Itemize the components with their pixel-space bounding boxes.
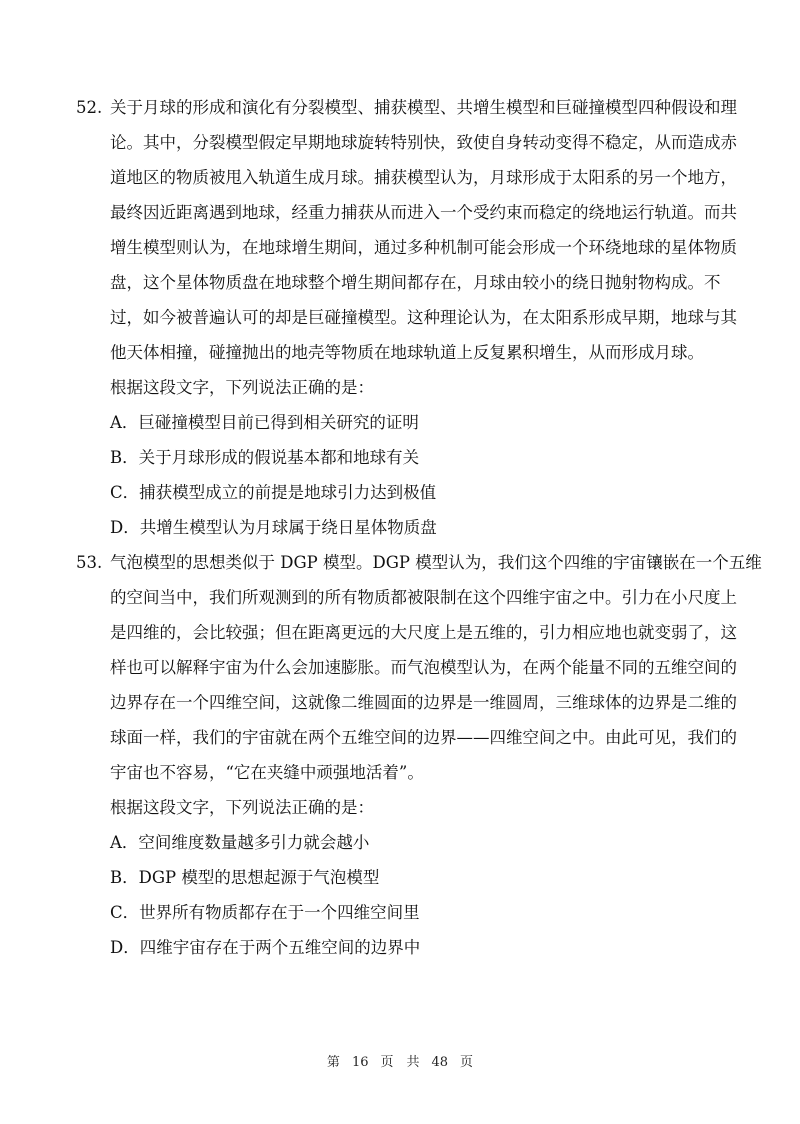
question-stem-line: 的空间当中，我们所观测到的所有物质都被限制在这个四维宇宙之中。引力在小尺度上 [110,588,737,607]
page-footer [0,1054,800,1072]
answer-option-a: A．巨碰撞模型目前已得到相关研究的证明 [110,413,419,432]
page-label-prefix: 第 [326,1055,340,1070]
page-label-mid: 页 共 [380,1055,420,1070]
question-stem-line: 最终因近距离遇到地球，经重力捕获从而进入一个受约束而稳定的绕地运行轨道。而共 [110,203,737,222]
answer-option-c: C．捕获模型成立的前提是地球引力达到极值 [110,483,437,502]
question-stem-line: 增生模型则认为，在地球增生期间，通过多种机制可能会形成一个环绕地球的星体物质 [110,238,737,257]
question-stem-line: 论。其中，分裂模型假定早期地球旋转特别快，致使自身转动变得不稳定，从而造成赤 [110,133,737,152]
total-pages-number: 48 [431,1055,449,1070]
question-number: 53. [76,553,103,572]
question-stem-line: 边界存在一个四维空间，这就像二维圆面的边界是一维圆周，三维球体的边界是二维的 [110,693,737,712]
question-stem-line: 是四维的，会比较强；但在距离更远的大尺度上是五维的，引力相应地也就变弱了，这 [110,623,737,642]
answer-option-c: C．世界所有物质都存在于一个四维空间里 [110,903,420,922]
question-stem-line: 盘，这个星体物质盘在地球整个增生期间都存在，月球由较小的绕日抛射物构成。不 [110,273,721,292]
question-stem-line: 过，如今被普遍认可的却是巨碰撞模型。这种理论认为，在太阳系形成早期，地球与其 [110,308,737,327]
question-prompt: 根据这段文字，下列说法正确的是： [110,378,374,397]
question-stem-line: 球面一样，我们的宇宙就在两个五维空间的边界——四维空间之中。由此可见，我们的 [110,728,737,747]
question-stem-line: 关于月球的形成和演化有分裂模型、捕获模型、共增生模型和巨碰撞模型四种假设和理 [110,98,737,117]
question-number: 52. [76,98,103,117]
question-stem-line: 道地区的物质被甩入轨道生成月球。捕获模型认为，月球形成于太阳系的另一个地方， [110,168,737,187]
question-stem-line: 气泡模型的思想类似于 DGP 模型。DGP 模型认为，我们这个四维的宇宙镶嵌在一个五维 [110,553,762,572]
question-stem-line: 他天体相撞，碰撞抛出的地壳等物质在地球轨道上反复累积增生，从而形成月球。 [110,343,704,362]
answer-option-d: D．四维宇宙存在于两个五维空间的边界中 [110,938,421,957]
answer-option-b: B．关于月球形成的假说基本都和地球有关 [110,448,420,467]
question-prompt: 根据这段文字，下列说法正确的是： [110,798,374,817]
question-stem-line: 样也可以解释宇宙为什么会加速膨胀。而气泡模型认为，在两个能量不同的五维空间的 [110,658,737,677]
page-label-suffix: 页 [460,1055,474,1070]
answer-option-a: A．空间维度数量越多引力就会越小 [110,833,370,852]
answer-option-d: D．共增生模型认为月球属于绕日星体物质盘 [110,518,437,537]
current-page-number: 16 [351,1055,369,1070]
answer-option-b: B．DGP 模型的思想起源于气泡模型 [110,868,380,887]
question-stem-line: 宇宙也不容易，“它在夹缝中顽强地活着”。 [110,763,424,782]
